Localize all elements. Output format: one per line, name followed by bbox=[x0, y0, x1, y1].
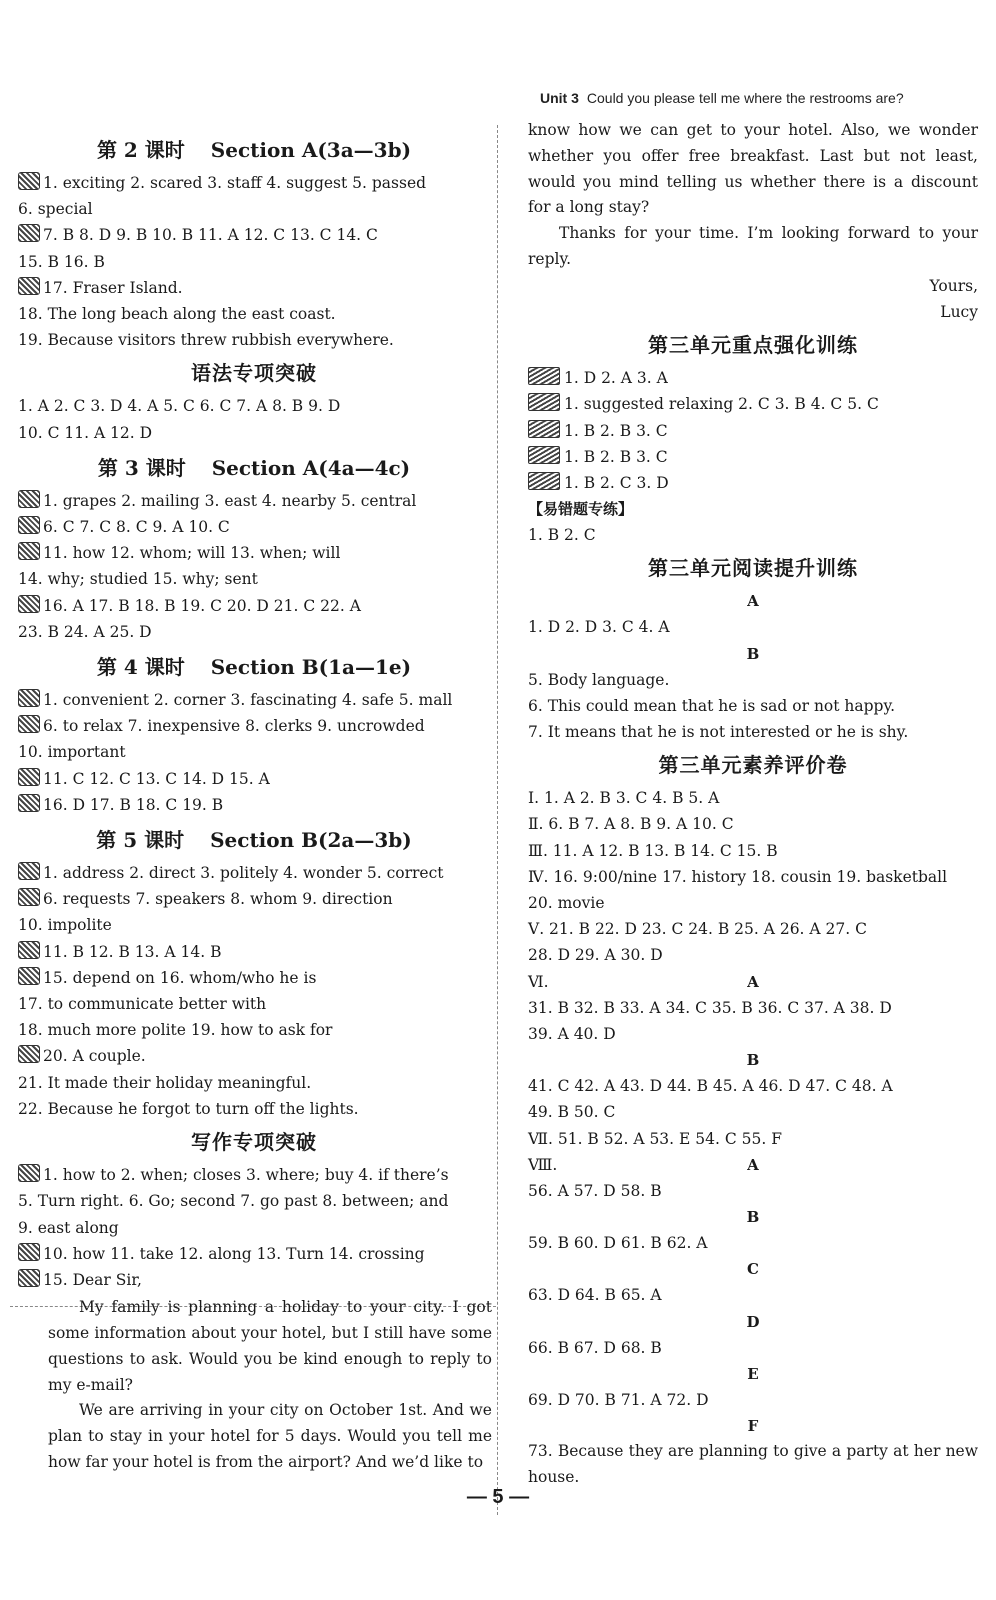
part-label: E bbox=[747, 1364, 759, 1383]
answer-line: 63. D 64. B 65. A bbox=[528, 1286, 662, 1305]
answer-line: 5. Body language. bbox=[528, 670, 670, 689]
column-divider bbox=[497, 125, 498, 1515]
answer-line: 16. A 17. B 18. B 19. C 20. D 21. C 22. A bbox=[18, 593, 490, 619]
answer-line: 1. convenient 2. corner 3. fascinating 4. safe 5. mall bbox=[18, 687, 490, 713]
answer-line: 14. why; studied 15. why; sent bbox=[18, 570, 258, 589]
right-column bbox=[528, 118, 978, 1491]
answer-line: 6. C 7. C 8. C 9. A 10. C bbox=[18, 514, 490, 540]
exercise-badge-icon bbox=[528, 393, 560, 411]
exercise-badge-icon bbox=[18, 794, 40, 812]
part-label: B bbox=[746, 644, 760, 663]
letter-body bbox=[48, 1295, 492, 1476]
answer-line: 17. Fraser Island. bbox=[18, 275, 490, 301]
answer-line: 1. how to 2. when; closes 3. where; buy 4. if there’s bbox=[18, 1162, 490, 1188]
answer-line: 1. B 2. B 3. C bbox=[528, 444, 978, 470]
reading-training-heading: 第三单元阅读提升训练 bbox=[648, 556, 858, 581]
part-label: A bbox=[747, 972, 759, 991]
answer-line: Ⅶ. 51. B 52. A 53. E 54. C 55. F bbox=[528, 1129, 782, 1148]
answer-line: 16. D 17. B 18. C 19. B bbox=[18, 792, 490, 818]
answer-line: 10. how 11. take 12. along 13. Turn 14. crossing bbox=[18, 1241, 490, 1267]
exercise-badge-icon bbox=[18, 277, 40, 295]
answer-line: 69. D 70. B 71. A 72. D bbox=[528, 1390, 709, 1409]
answer-line: 20. movie bbox=[528, 894, 605, 913]
answer-line: 31. B 32. B 33. A 34. C 35. B 36. C 37. A 38. D bbox=[528, 998, 892, 1017]
exercise-badge-icon bbox=[18, 1269, 40, 1287]
exercise-badge-icon bbox=[18, 172, 40, 190]
focus-training-heading: 第三单元重点强化训练 bbox=[648, 333, 858, 358]
answer-line: 11. how 12. whom; will 13. when; will bbox=[18, 540, 490, 566]
exercise-badge-icon bbox=[18, 1045, 40, 1063]
answer-line: 59. B 60. D 61. B 62. A bbox=[528, 1234, 708, 1253]
answer-line: 39. A 40. D bbox=[528, 1025, 616, 1044]
exercise-badge-icon bbox=[18, 862, 40, 880]
left-column bbox=[18, 128, 490, 1476]
exercise-badge-icon bbox=[18, 715, 40, 733]
answer-line: 1. D 2. D 3. C 4. A bbox=[528, 618, 670, 637]
exercise-badge-icon bbox=[18, 888, 40, 906]
answer-line: 1. B 2. B 3. C bbox=[528, 418, 978, 444]
answer-line: Ⅲ. 11. A 12. B 13. B 14. C 15. B bbox=[528, 841, 778, 860]
answer-line: 10. important bbox=[18, 743, 126, 762]
section-title: Section A(3a—3b) bbox=[210, 138, 412, 162]
exercise-badge-icon bbox=[18, 490, 40, 508]
answer-line: 6. special bbox=[18, 200, 93, 219]
part-label: A bbox=[747, 1156, 759, 1175]
writing-heading: 写作专项突破 bbox=[191, 1130, 317, 1155]
part-label: F bbox=[747, 1417, 759, 1436]
answer-line: 6. This could mean that he is sad or not happy. bbox=[528, 696, 896, 715]
answer-line: 1. B 2. C 3. D bbox=[528, 470, 978, 496]
answer-line: Ⅴ. 21. B 22. D 23. C 24. B 25. A 26. A 27. C bbox=[528, 920, 867, 939]
answer-line: 18. much more polite 19. how to ask for bbox=[18, 1021, 333, 1040]
exercise-badge-icon bbox=[18, 689, 40, 707]
answer-line: 18. The long beach along the east coast. bbox=[18, 305, 336, 324]
answer-line: 1. A 2. C 3. D 4. A 5. C 6. C 7. A 8. B 9. D bbox=[18, 397, 341, 416]
answer-line: 22. Because he forgot to turn off the lights. bbox=[18, 1099, 359, 1118]
lesson-3-heading: 第 3 课时 Section A(4a—4c) bbox=[97, 455, 411, 480]
part-label: B bbox=[746, 1051, 760, 1070]
letter-paragraph: My family is planning a holiday to your city. I got some information about your hotel, but I still have some questions to ask. Would you be kind enough to reply to my e-mail? bbox=[48, 1298, 492, 1394]
answer-line: 6. to relax 7. inexpensive 8. clerks 9. uncrowded bbox=[18, 713, 490, 739]
answer-line: 15. depend on 16. whom/who he is bbox=[18, 965, 490, 991]
answer-line: 56. A 57. D 58. B bbox=[528, 1182, 662, 1201]
exercise-badge-icon bbox=[18, 768, 40, 786]
answer-line: 19. Because visitors threw rubbish everywhere. bbox=[18, 331, 394, 350]
letter-paragraph: We are arriving in your city on October 1st. And we plan to stay in your hotel for 5 days. Would you tell me how far your hotel is from the airport? And we’d like to bbox=[48, 1401, 492, 1471]
answer-line: Ⅱ. 6. B 7. A 8. B 9. A 10. C bbox=[528, 815, 734, 834]
letter-thanks: Thanks for your time. I’m looking forward to your reply. bbox=[528, 224, 978, 268]
exercise-badge-icon bbox=[18, 967, 40, 985]
exercise-badge-icon bbox=[18, 516, 40, 534]
answer-line: 15. Dear Sir, bbox=[18, 1267, 490, 1293]
answer-line: 1. grapes 2. mailing 3. east 4. nearby 5. central bbox=[18, 488, 490, 514]
lesson-4-heading: 第 4 课时 Section B(1a—1e) bbox=[96, 655, 412, 680]
answer-line: 20. A couple. bbox=[18, 1043, 490, 1069]
grammar-heading: 语法专项突破 bbox=[191, 361, 317, 386]
lesson-2-heading bbox=[18, 130, 490, 170]
lesson-5-heading: 第 5 课时 Section B(2a—3b) bbox=[96, 828, 412, 853]
answer-line: 11. C 12. C 13. C 14. D 15. A bbox=[18, 766, 490, 792]
answer-line: 49. B 50. C bbox=[528, 1103, 616, 1122]
answer-line: 10. C 11. A 12. D bbox=[18, 423, 153, 442]
unit-label: Unit 3 bbox=[540, 90, 579, 106]
part-label: A bbox=[747, 592, 759, 611]
answer-line: 1. B 2. C bbox=[528, 526, 596, 545]
answer-line: 1. address 2. direct 3. politely 4. wonder 5. correct bbox=[18, 860, 490, 886]
answer-line: Ⅷ. bbox=[528, 1155, 558, 1174]
exercise-badge-icon bbox=[18, 941, 40, 959]
exercise-badge-icon bbox=[528, 367, 560, 385]
answer-line: 17. to communicate better with bbox=[18, 995, 267, 1014]
exercise-badge-icon bbox=[528, 446, 560, 464]
exercise-badge-icon bbox=[528, 472, 560, 490]
letter-closing: Yours, bbox=[929, 276, 978, 295]
answer-line: Ⅰ. 1. A 2. B 3. C 4. B 5. A bbox=[528, 789, 720, 808]
answer-line: 21. It made their holiday meaningful. bbox=[18, 1073, 312, 1092]
exam-heading: 第三单元素养评价卷 bbox=[658, 753, 848, 778]
answer-line: Ⅳ. 16. 9:00/nine 17. history 18. cousin 19. basketball bbox=[528, 867, 948, 886]
lesson-title: 第 2 课时 bbox=[96, 138, 185, 162]
answer-line: 1. D 2. A 3. A bbox=[528, 365, 978, 391]
answer-line: 28. D 29. A 30. D bbox=[528, 946, 663, 965]
answer-line: 7. B 8. D 9. B 10. B 11. A 12. C 13. C 14. C bbox=[18, 222, 490, 248]
answer-line: 73. Because they are planning to give a party at her new house. bbox=[528, 1442, 978, 1486]
exercise-badge-icon bbox=[18, 1164, 40, 1182]
part-label: B bbox=[746, 1208, 760, 1227]
answer-line: 10. impolite bbox=[18, 916, 112, 935]
answer-line: 6. requests 7. speakers 8. whom 9. direction bbox=[18, 886, 490, 912]
part-label: D bbox=[746, 1312, 760, 1331]
exercise-badge-icon bbox=[528, 420, 560, 438]
exercise-badge-icon bbox=[18, 1243, 40, 1261]
letter-signature: Lucy bbox=[940, 302, 978, 321]
unit-title: Could you please tell me where the restrooms are? bbox=[586, 90, 904, 106]
answer-line: 11. B 12. B 13. A 14. B bbox=[18, 939, 490, 965]
exercise-badge-icon bbox=[18, 595, 40, 613]
answer-line: 1. exciting 2. scared 3. staff 4. suggest 5. passed bbox=[18, 170, 490, 196]
answer-line: 41. C 42. A 43. D 44. B 45. A 46. D 47. C 48. A bbox=[528, 1077, 893, 1096]
answer-line: 66. B 67. D 68. B bbox=[528, 1338, 662, 1357]
answer-line: 5. Turn right. 6. Go; second 7. go past 8. between; and bbox=[18, 1192, 449, 1211]
answer-line: 9. east along bbox=[18, 1218, 119, 1237]
error-practice-label: 【易错题专练】 bbox=[528, 500, 634, 519]
page-number: — 5 — bbox=[466, 1486, 530, 1508]
exercise-badge-icon bbox=[18, 542, 40, 560]
answer-line: Ⅵ. bbox=[528, 972, 549, 991]
part-label: C bbox=[747, 1260, 759, 1279]
letter-continuation: know how we can get to your hotel. Also, we wonder whether you offer free breakfast. Last but not least, would you mind telling us whether there is a discount for a long stay? bbox=[528, 121, 978, 217]
answer-line: 7. It means that he is not interested or he is shy. bbox=[528, 723, 909, 742]
running-header bbox=[540, 90, 980, 106]
answer-line: 1. suggested relaxing 2. C 3. B 4. C 5. C bbox=[528, 391, 978, 417]
exercise-badge-icon bbox=[18, 224, 40, 242]
answer-line: 15. B 16. B bbox=[18, 252, 105, 271]
answer-line: 23. B 24. A 25. D bbox=[18, 622, 152, 641]
